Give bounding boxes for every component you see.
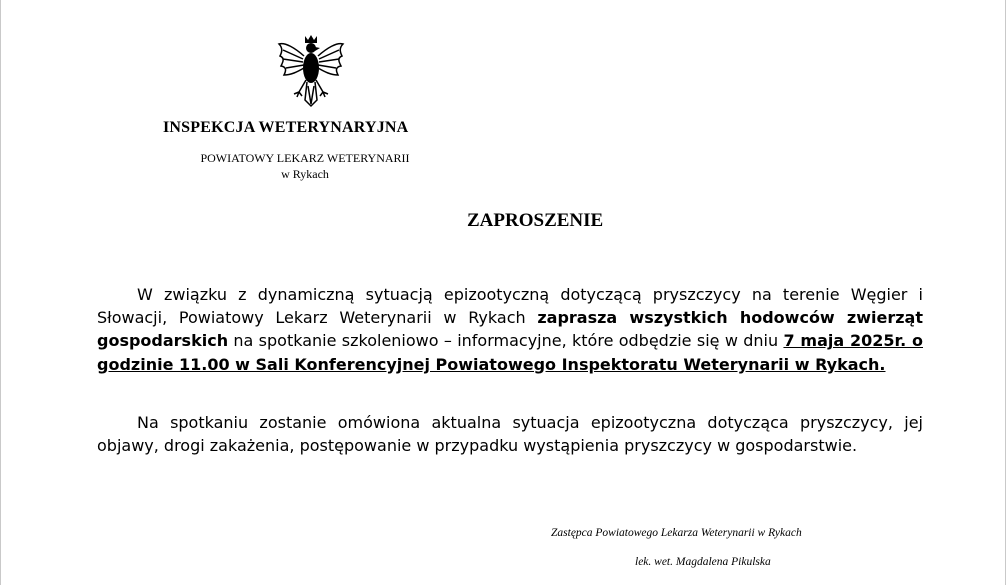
office-location: w Rykach bbox=[281, 167, 329, 181]
agenda-paragraph: Na spotkaniu zostanie omówiona aktualna sytuacja epizootyczna dotycząca pryszczycy, jej objawy, drogi zakażenia, postępowanie w przypadku wystąpienia pryszczycy w gospodarstwie. bbox=[97, 413, 923, 456]
office-title: POWIATOWY LEKARZ WETERYNARII bbox=[200, 151, 410, 165]
paragraph-text: W związku z dynamiczną sytuacją epizootyczną dotyczącą pryszczycy na terenie Węgier i Słowacji, Powiatowy Lekarz Weterynarii w Rykach bbox=[97, 285, 923, 328]
institution-name: INSPEKCJA WETERYNARYJNA bbox=[163, 119, 409, 136]
office-name bbox=[179, 150, 431, 182]
paragraph-text: na spotkanie szkoleniowo – informacyjne, które odbędzie się w dniu bbox=[228, 331, 784, 351]
signature-role: Zastępca Powiatowego Lekarza Weterynarii w Rykach bbox=[551, 527, 802, 539]
invited-audience: zaprasza wszystkich hodowców zwierząt gospodarskich bbox=[97, 308, 923, 351]
meeting-date-location: 7 maja 2025r. o godzinie 11.00 w Sali Konferencyjnej Powiatowego Inspektoratu Weterynarii w Rykach. bbox=[97, 331, 923, 374]
signature-name: lek. wet. Magdalena Pikulska bbox=[635, 556, 771, 568]
polish-eagle-icon bbox=[277, 34, 345, 108]
invitation-paragraph bbox=[97, 283, 923, 376]
document-title: ZAPROSZENIE bbox=[467, 210, 604, 231]
